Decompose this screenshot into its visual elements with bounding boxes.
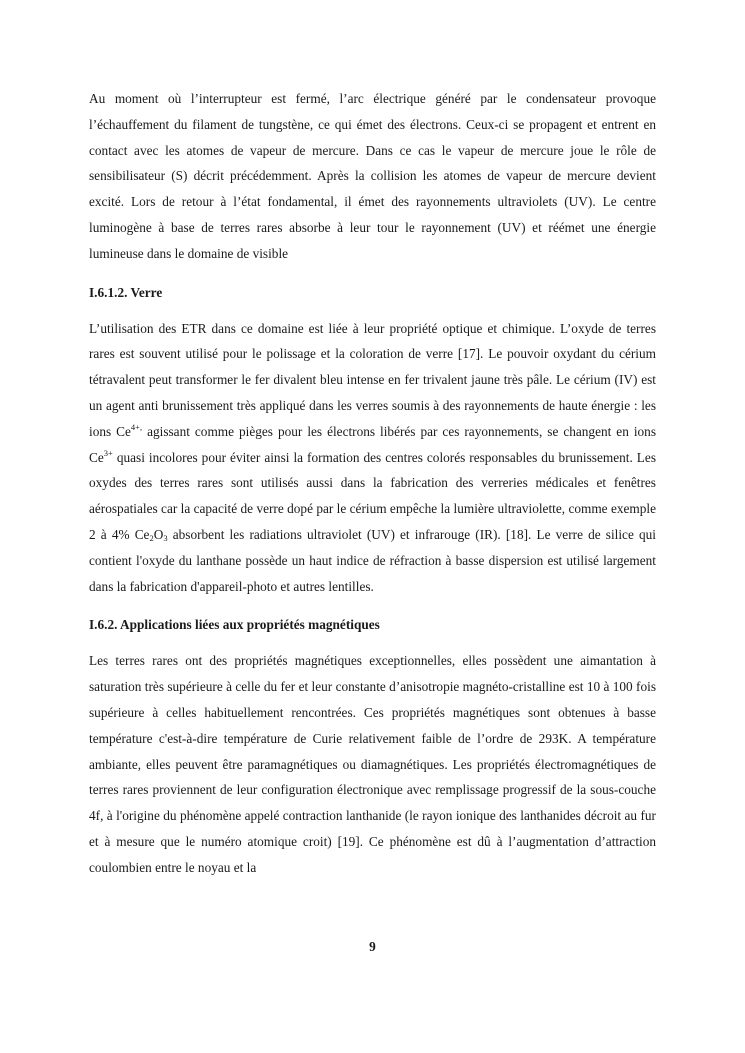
verre-text-1: L’utilisation des ETR dans ce domaine est liée à leur propriété optique et chimique. L’oxyde de terres rares est souvent utilisé pour le polissage et la coloration de verre [17]. Le pouvoir oxydant du cérium tétravalent peut transformer le fer divalent bleu intense en fer trivalent jaune très pâle. Le cérium (IV) est un agent anti brunissement très appliqué dans les verres soumis à des rayonnements de haute énergie : les ions Ce [89,320,656,439]
ce2o3-subscript-2: 2 [149,532,154,543]
heading-verre: I.6.1.2. Verre [89,284,163,300]
verre-text-3: quasi incolores pour éviter ainsi la formation des centres colorés responsables du brunissement. Les oxydes des terres rares sont utilisés aussi dans la fabrication des verreries médicales et fenêtres aérospatiales car la capacité de verre dopé par le cérium empêche la lumière ultraviolette, comme exemple 2 à 4% Ce [89,449,656,542]
heading-magnetic: I.6.2. Applications liées aux propriétés magnétiques [89,617,380,633]
verre-text-2: agissant comme pièges pour les électrons libérés par ces rayonnements, se changent en ions Ce [89,423,656,465]
verre-text-5: absorbent les radiations ultraviolet (UV) et infrarouge (IR). [18]. Le verre de silice qui contient l'oxyde du lanthane possède un haut indice de réfraction à basse dispersion est utilisé largement dans la fabrication d'appareil-photo et autres lentilles. [89,526,656,594]
ce2o3-subscript-3: 3 [163,532,168,543]
page-content [89,86,656,881]
ce4-charge: 4+, [130,421,143,432]
page-number: 9 [369,939,376,954]
paragraph-lamp-mechanism: Au moment où l’interrupteur est fermé, l’arc électrique généré par le condensateur provoque l’échauffement du filament de tungstène, ce qui émet des électrons. Ceux-ci se propagent et entrent en contact avec les atomes de vapeur de mercure. Dans ce cas le vapeur de mercure joue le rôle de sensibilisateur (S) décrit précédemment. Après la collision les atomes de vapeur de mercure devient excité. Lors de retour à l’état fondamental, il émet des rayonnements ultraviolets (UV). Le centre luminogène à base de terres rares absorbe à leur tour le rayonnement (UV) et réémet une énergie lumineuse dans le domaine de visible [89,91,656,261]
verre-text-4: O [153,526,164,542]
ce3-charge: 3+ [103,447,113,458]
paragraph-verre [89,316,656,600]
paragraph-magnetic: Les terres rares ont des propriétés magnétiques exceptionnelles, elles possèdent une aimantation à saturation très supérieure à celle du fer et leur constante d’anisotropie magnéto-cristalline est 10 à 100 fois supérieure à celles habituellement rencontrées. Ces propriétés magnétiques sont obtenues à basse température c'est-à-dire température de Curie relativement faible de l’ordre de 293K. A température ambiante, elles peuvent être paramagnétiques ou diamagnétiques. Les propriétés électromagnétiques de terres rares proviennent de leur configuration électronique avec remplissage progressif de la sous-couche 4f, à l'origine du phénomène appelé contraction lanthanide (le rayon ionique des lanthanides décroit au fur et à mesure que le numéro atomique croit) [19]. Ce phénomène est dû à l’augmentation d’attraction coulombien entre le noyau et la [89,653,656,875]
